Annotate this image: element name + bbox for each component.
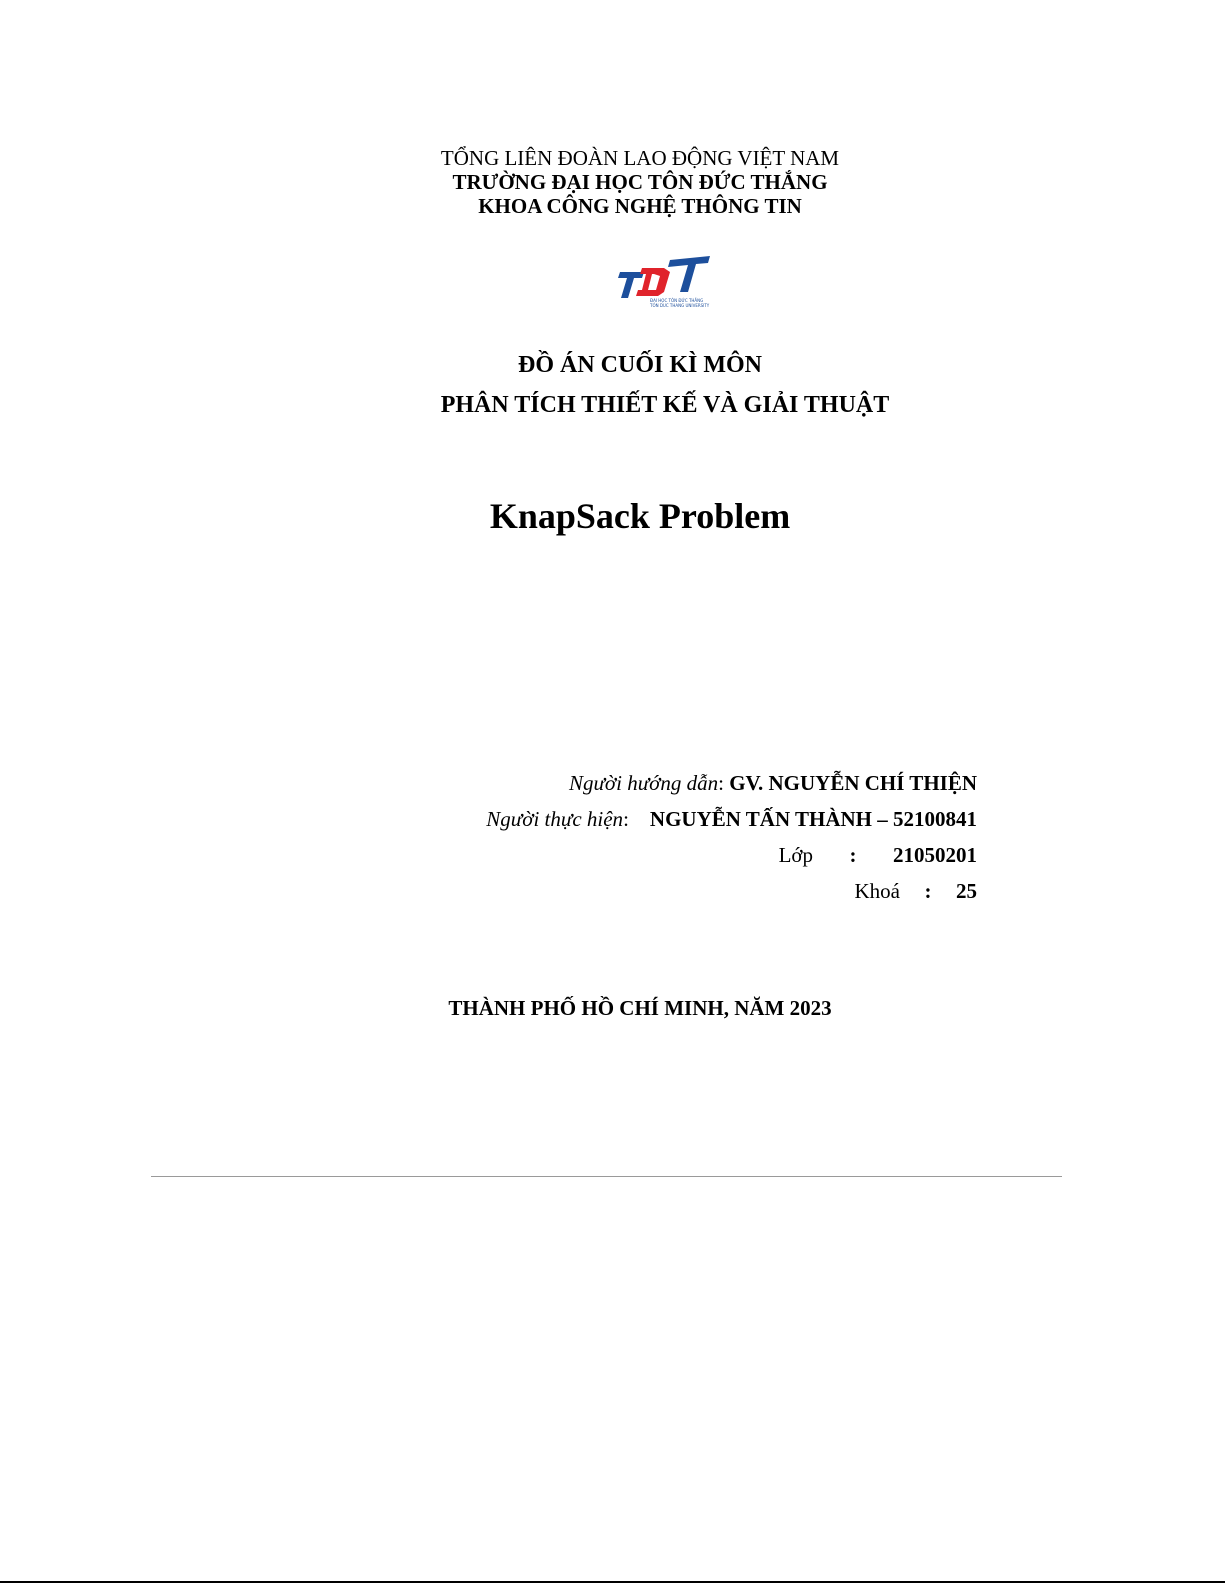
logo-subtitle-1: ĐẠI HỌC TÔN ĐỨC THẮNG (650, 298, 704, 303)
class-row (779, 841, 977, 869)
report-title: KnapSack Problem (489, 496, 791, 536)
class-label: Lớp (778, 843, 813, 867)
author-row (486, 805, 977, 833)
author-label: Người thực hiện (486, 807, 624, 831)
page-divider (151, 1176, 1062, 1177)
class-value: 21050201 (893, 843, 977, 867)
tdt-logo-icon (614, 254, 714, 310)
page-bottom-edge (0, 1581, 1225, 1583)
cohort-value: 25 (956, 879, 977, 903)
cohort-colon: : (924, 879, 932, 903)
cohort-label: Khoá (854, 879, 900, 903)
advisor-value: GV. NGUYỄN CHÍ THIỆN (729, 771, 977, 795)
advisor-label: Người hướng dẫn (568, 771, 719, 795)
class-colon: : (849, 843, 857, 867)
university-name: TRƯỜNG ĐẠI HỌC TÔN ĐỨC THẮNG (452, 170, 828, 194)
course-line-1: ĐỒ ÁN CUỐI KÌ MÔN (518, 352, 762, 378)
institution-header (340, 146, 940, 218)
university-logo (614, 254, 714, 310)
author-separator: : (623, 807, 650, 831)
course-line-2: PHÂN TÍCH THIẾT KẾ VÀ GIẢI THUẬT (440, 392, 890, 418)
federation-name: TỔNG LIÊN ĐOÀN LAO ĐỘNG VIỆT NAM (440, 146, 840, 170)
advisor-row (569, 769, 977, 797)
city-year: THÀNH PHỐ HỒ CHÍ MINH, NĂM 2023 (448, 996, 832, 1020)
faculty-name: KHOA CÔNG NGHỆ THÔNG TIN (478, 194, 802, 218)
logo-subtitle-2: TON DUC THANG UNIVERSITY (650, 303, 710, 308)
author-value: NGUYỄN TẤN THÀNH – 52100841 (649, 807, 977, 831)
advisor-separator: : (718, 771, 730, 795)
cohort-row (855, 877, 978, 905)
